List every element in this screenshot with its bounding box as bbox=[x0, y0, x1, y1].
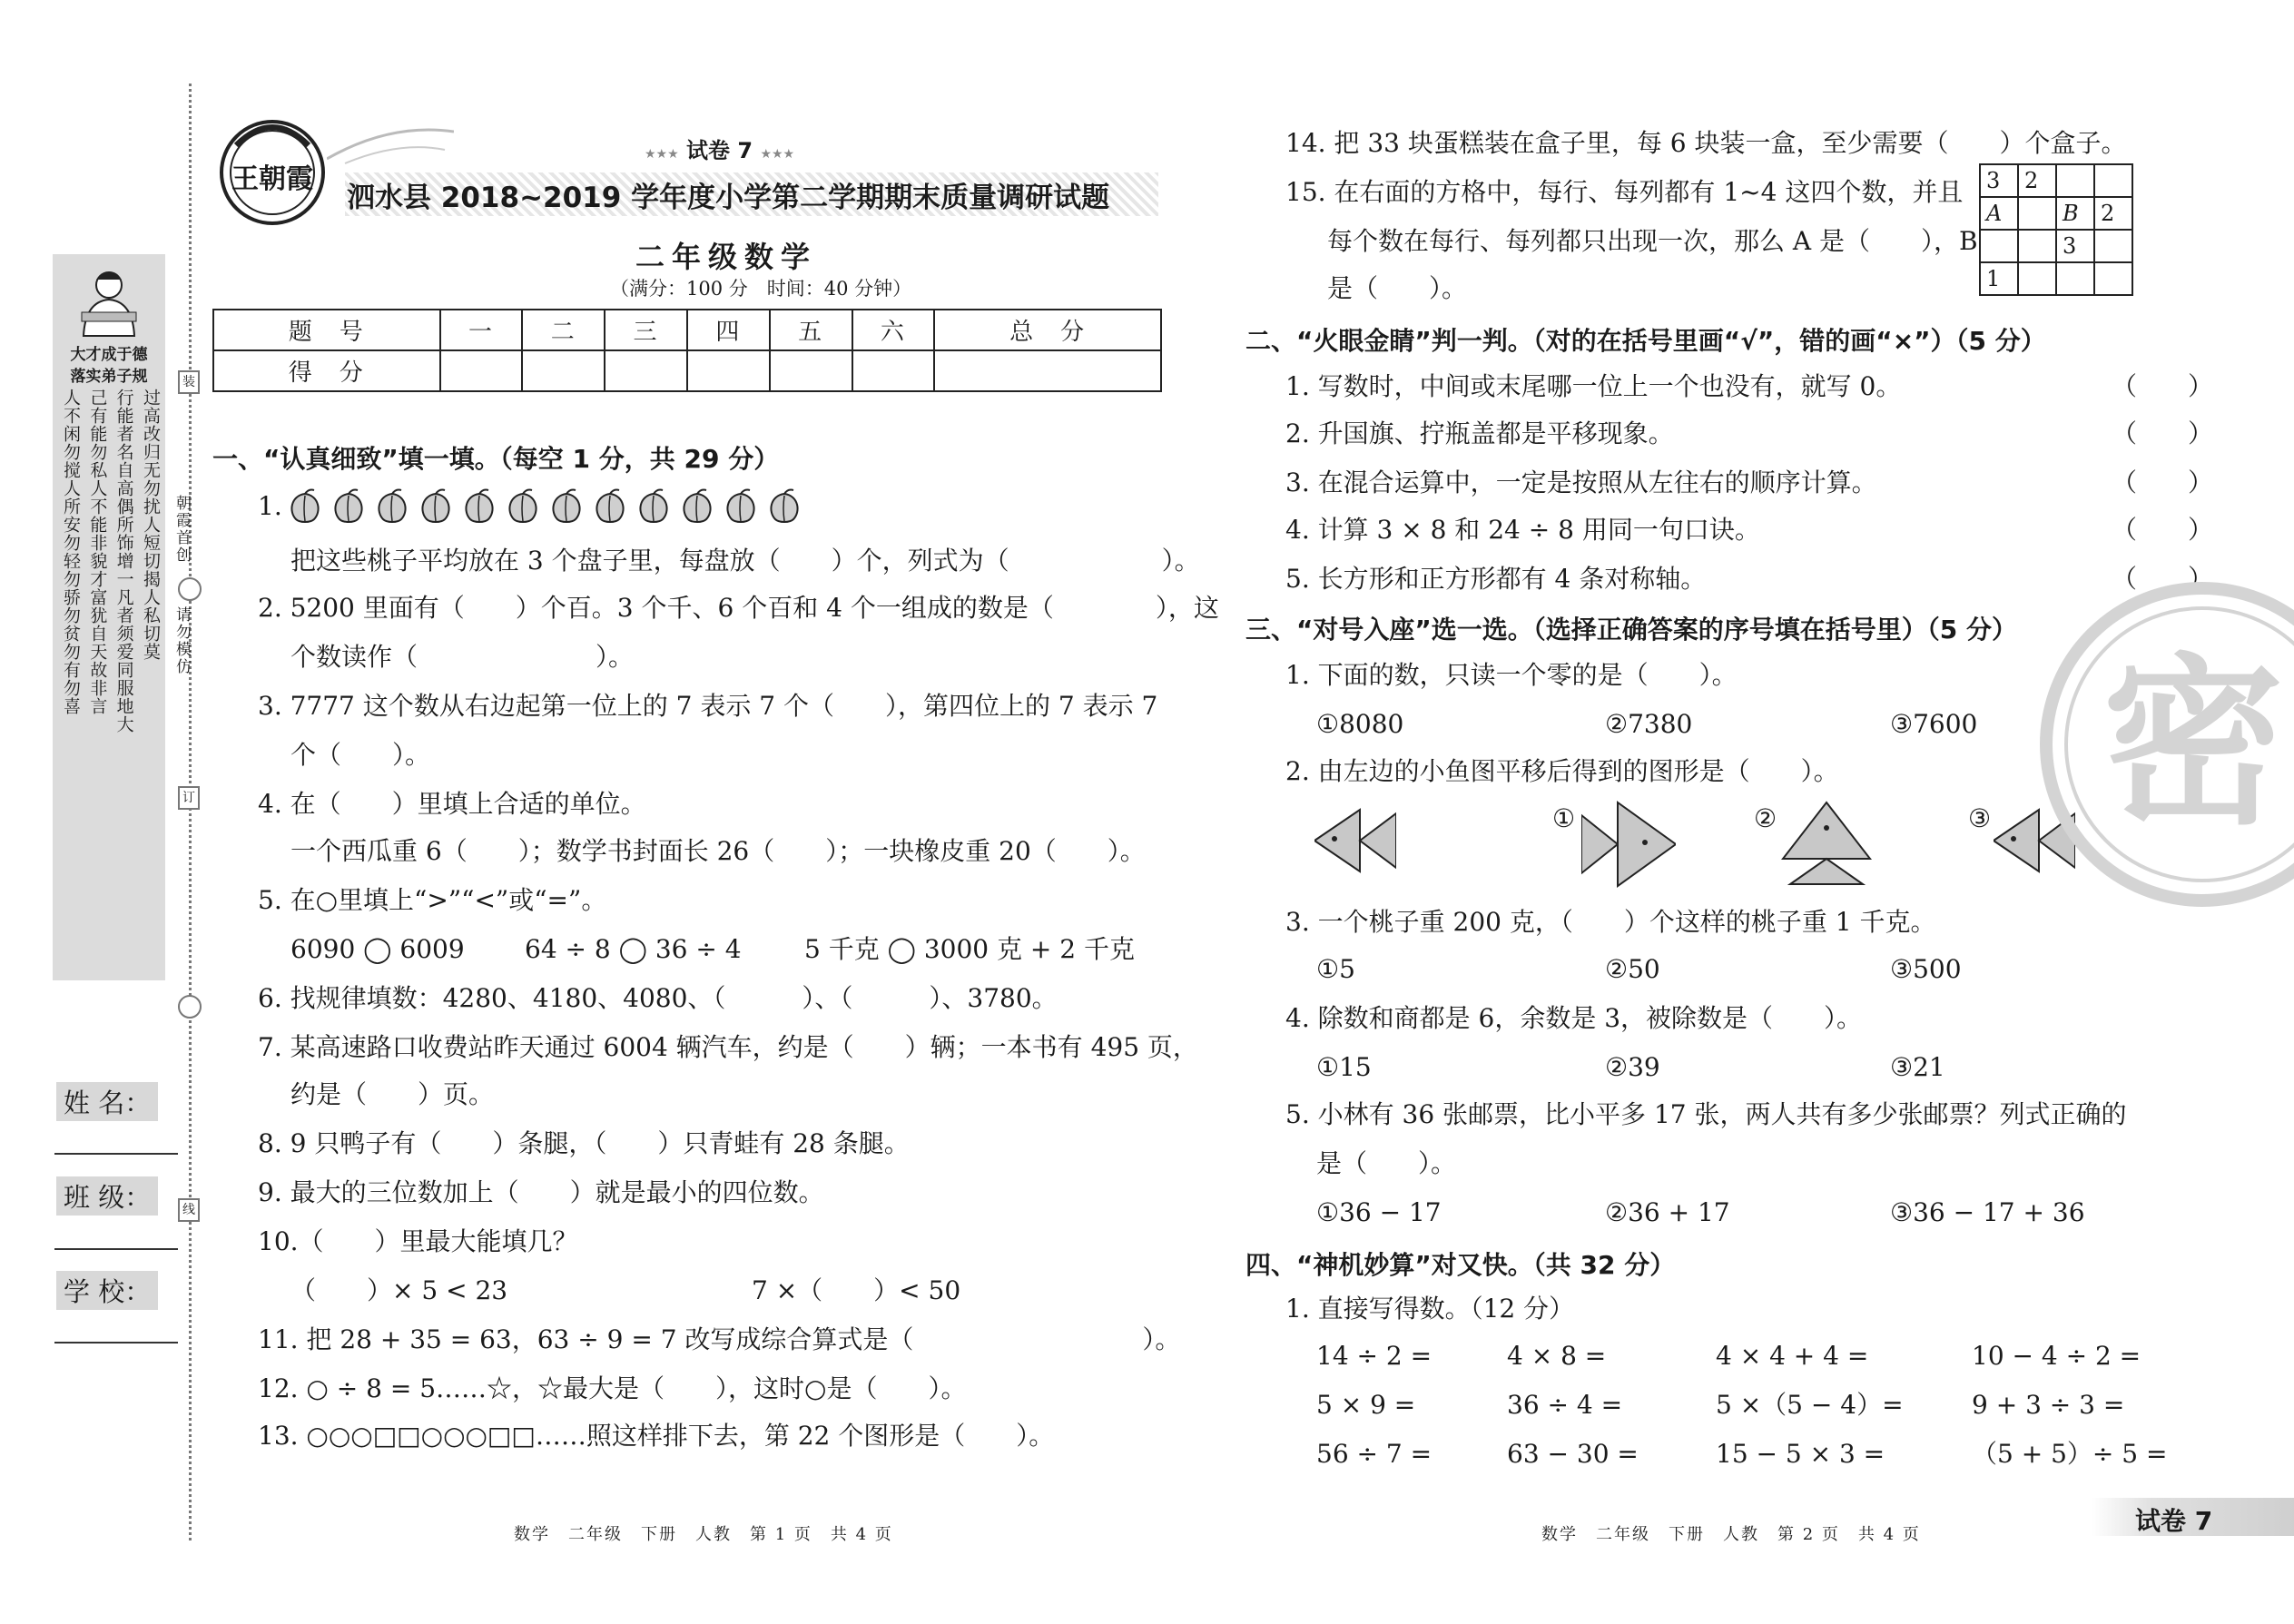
calc-problem: 56 ÷ 7 = bbox=[1316, 1439, 1433, 1469]
grid-cell: 3 bbox=[1980, 164, 2018, 197]
score-cell[interactable] bbox=[605, 350, 687, 391]
stamp-char: 密 bbox=[2102, 638, 2284, 850]
question-7-line-2: 约是（ ）页。 bbox=[290, 1079, 495, 1109]
grid-cell: 2 bbox=[2094, 197, 2132, 230]
grid-cell: 3 bbox=[2056, 230, 2094, 262]
peach-icon bbox=[766, 487, 802, 527]
judge-1: 1. 写数时，中间或末尾哪一位上一个也没有，就写 0。 bbox=[1285, 371, 1902, 401]
peaches-row bbox=[287, 487, 832, 530]
name-label: 姓 名： bbox=[56, 1082, 158, 1121]
question-14: 14. 把 33 块蛋糕装在盒子里，每 6 块装一盒，至少需要（ ）个盒子。 bbox=[1285, 128, 2127, 158]
ribbon-decoration bbox=[327, 123, 454, 168]
choice-5-option: ③36 − 17 + 36 bbox=[1890, 1197, 2085, 1227]
choice-4-option: ③21 bbox=[1890, 1052, 1945, 1082]
choice-3-option: ①5 bbox=[1316, 954, 1355, 984]
sidebar-rule-column: 己有能勿私人不能非貌才富犹自天故非言 bbox=[87, 389, 108, 715]
seal-note-2: 请勿模仿 bbox=[172, 606, 191, 675]
question-1-number: 1. bbox=[258, 491, 282, 521]
fish-option-1-label: ① bbox=[1552, 803, 1576, 833]
exam-title: 泗水县 2018~2019 学年度小学第二学期期末质量调研试题 bbox=[347, 182, 1110, 214]
binding-tag: 装 bbox=[178, 370, 200, 394]
grid-cell bbox=[2094, 230, 2132, 262]
choice-1-option: ①8080 bbox=[1316, 709, 1404, 739]
brand-logo bbox=[218, 118, 327, 227]
choice-3: 3. 一个桃子重 200 克，（ ）个这样的桃子重 1 千克。 bbox=[1285, 907, 1936, 937]
question-10-line-1: 10.（ ）里最大能填几？ bbox=[258, 1226, 578, 1256]
peach-icon bbox=[548, 487, 585, 527]
peach-icon bbox=[635, 487, 672, 527]
judge-5: 5. 长方形和正方形都有 4 条对称轴。 bbox=[1285, 564, 1707, 594]
sage-figure-icon bbox=[73, 265, 145, 338]
question-12: 12. ○ ÷ 8 = 5……☆，☆最大是（ ），这时○是（ ）。 bbox=[258, 1373, 967, 1403]
peach-icon bbox=[374, 487, 410, 527]
judge-3: 3. 在混合运算中，一定是按照从左往右的顺序计算。 bbox=[1285, 468, 1877, 497]
question-10-expr-1: （ ）× 5 < 23 bbox=[290, 1275, 508, 1305]
latin-square-grid bbox=[1979, 163, 2133, 296]
question-7-line-1: 7. 某高速路口收费站昨天通过 6004 辆汽车，约是（ ）辆；一本书有 495 页， bbox=[258, 1032, 1198, 1062]
calc-problem: 5 ×（5 − 4）= bbox=[1716, 1390, 1904, 1420]
grid-cell bbox=[2056, 164, 2094, 197]
score-header-cell: 题 号 bbox=[213, 310, 440, 350]
class-field[interactable] bbox=[54, 1248, 178, 1250]
calc-problem: 9 + 3 ÷ 3 = bbox=[1972, 1390, 2125, 1420]
calc-intro: 1. 直接写得数。（12 分） bbox=[1285, 1294, 1575, 1324]
question-15-line-1: 15. 在右面的方格中，每行、每列都有 1~4 这四个数，并且 bbox=[1285, 177, 1964, 207]
choice-5-line-1: 5. 小林有 36 张邮票，比小平多 17 张，两人共有多少张邮票？列式正确的 bbox=[1285, 1099, 2127, 1129]
class-label: 班 级： bbox=[56, 1176, 158, 1216]
choice-1: 1. 下面的数，只读一个零的是（ ）。 bbox=[1285, 660, 1738, 690]
name-field[interactable] bbox=[54, 1153, 178, 1155]
calc-problem: 4 × 4 + 4 = bbox=[1716, 1341, 1869, 1371]
grid-cell: 1 bbox=[1980, 262, 2018, 295]
choice-1-option: ③7600 bbox=[1890, 709, 1978, 739]
choice-3-option: ③500 bbox=[1890, 954, 1962, 984]
judge-2-answer[interactable]: （ ） bbox=[2112, 418, 2214, 448]
exam-subject: 二年级数学 bbox=[635, 240, 818, 274]
choice-3-option: ②50 bbox=[1605, 954, 1660, 984]
school-field[interactable] bbox=[54, 1342, 178, 1343]
confidential-stamp bbox=[2030, 581, 2294, 908]
question-4-line-2: 一个西瓜重 6（ ）；数学书封面长 26（ ）；一块橡皮重 20（ ）。 bbox=[290, 836, 1146, 866]
score-cell[interactable] bbox=[522, 350, 605, 391]
fish-option-3-label: ③ bbox=[1968, 803, 1992, 833]
star-icon: ★★★ bbox=[645, 147, 679, 162]
score-header-cell: 五 bbox=[770, 310, 852, 350]
question-1-text: 把这些桃子平均放在 3 个盘子里，每盘放（ ）个，列式为（ ）。 bbox=[290, 546, 1200, 576]
question-2-line-2: 个数读作（ ）。 bbox=[290, 642, 635, 672]
question-15-line-3: 是（ ）。 bbox=[1327, 273, 1468, 303]
grid-cell bbox=[2056, 262, 2094, 295]
binding-ring bbox=[178, 577, 202, 601]
calc-problem: （5 + 5）÷ 5 = bbox=[1972, 1439, 2168, 1469]
grid-cell bbox=[2094, 164, 2132, 197]
question-6: 6. 找规律填数：4280、4180、4080、（ ）、（ ）、3780。 bbox=[258, 983, 1058, 1013]
question-3-line-1: 3. 7777 这个数从右边起第一位上的 7 表示 7 个（ ），第四位上的 7 表示 7 bbox=[258, 691, 1158, 721]
star-icon: ★★★ bbox=[760, 147, 795, 162]
judge-4: 4. 计算 3 × 8 和 24 ÷ 8 用同一句口诀。 bbox=[1285, 515, 1760, 545]
peach-icon bbox=[418, 487, 454, 527]
score-table bbox=[212, 309, 1162, 392]
score-cell[interactable] bbox=[934, 350, 1161, 391]
footer-left: 数学 二年级 下册 人教 第 1 页 共 4 页 bbox=[514, 1525, 893, 1544]
peach-icon bbox=[287, 487, 323, 527]
grid-cell: 2 bbox=[2018, 164, 2056, 197]
calc-problem: 14 ÷ 2 = bbox=[1316, 1341, 1433, 1371]
grid-cell bbox=[2018, 197, 2056, 230]
choice-5-option: ②36 + 17 bbox=[1605, 1197, 1730, 1227]
score-header-cell: 六 bbox=[852, 310, 935, 350]
question-9: 9. 最大的三位数加上（ ）就是最小的四位数。 bbox=[258, 1177, 824, 1207]
grid-cell bbox=[1980, 230, 2018, 262]
judge-5-answer[interactable]: （ ） bbox=[2112, 564, 2214, 594]
choice-1-option: ②7380 bbox=[1605, 709, 1693, 739]
peach-icon bbox=[461, 487, 497, 527]
question-5-compare-1: 6090 ◯ 6009 bbox=[290, 934, 465, 964]
sidebar-slogan-2: 落实弟子规 bbox=[70, 368, 148, 386]
score-cell[interactable] bbox=[687, 350, 770, 391]
sidebar-rule-column: 行能者名自高偶所饰增一凡者须爱同服地大 bbox=[113, 389, 134, 733]
calc-problem: 10 − 4 ÷ 2 = bbox=[1972, 1341, 2141, 1371]
question-5-line-1: 5. 在○里填上“>”“<”或“=”。 bbox=[258, 885, 607, 915]
score-row-label: 得 分 bbox=[213, 350, 440, 391]
footer-badge-text: 试卷 7 bbox=[2135, 1506, 2213, 1536]
calc-problem: 36 ÷ 4 = bbox=[1507, 1390, 1623, 1420]
paper-badge-text: 试卷 7 bbox=[686, 138, 753, 163]
binding-tag: 线 bbox=[178, 1198, 200, 1222]
score-cell[interactable] bbox=[770, 350, 852, 391]
exam-meta: （满分：100 分 时间：40 分钟） bbox=[610, 278, 912, 300]
score-cell[interactable] bbox=[440, 350, 523, 391]
peach-icon bbox=[330, 487, 367, 527]
question-13: 13. ○○○□□○○○□□……照这样排下去，第 22 个图形是（ ）。 bbox=[258, 1421, 1055, 1451]
footer-right: 数学 二年级 下册 人教 第 2 页 共 4 页 bbox=[1541, 1525, 1921, 1544]
section-1-title: 一、“认真细致”填一填。（每空 1 分，共 29 分） bbox=[212, 444, 780, 474]
fish-option-1-icon[interactable] bbox=[1581, 801, 1676, 891]
calc-problem: 15 − 5 × 3 = bbox=[1716, 1439, 1885, 1469]
calc-problem: 63 − 30 = bbox=[1507, 1439, 1639, 1469]
section-2-title: 二、“火眼金睛”判一判。（对的在括号里画“√”，错的画“×”）（5 分） bbox=[1245, 326, 2046, 356]
fish-option-2-icon[interactable] bbox=[1781, 801, 1872, 890]
judge-3-answer[interactable]: （ ） bbox=[2112, 468, 2214, 497]
seal-note-1: 朝霞首创 bbox=[172, 495, 191, 564]
choice-4: 4. 除数和商都是 6，余数是 3，被除数是（ ）。 bbox=[1285, 1003, 1863, 1033]
section-4-title: 四、“神机妙算”对又快。（共 32 分） bbox=[1245, 1250, 1676, 1280]
choice-2: 2. 由左边的小鱼图平移后得到的图形是（ ）。 bbox=[1285, 756, 1839, 786]
peach-icon bbox=[679, 487, 715, 527]
fish-original-icon bbox=[1314, 806, 1396, 879]
question-11: 11. 把 28 + 35 = 63，63 ÷ 9 = 7 改写成综合算式是（ ）。 bbox=[258, 1324, 1181, 1354]
question-15-line-2: 每个数在每行、每列都只出现一次，那么 A 是（ ），B bbox=[1327, 226, 1978, 256]
score-header-cell: 四 bbox=[687, 310, 770, 350]
judge-4-answer[interactable]: （ ） bbox=[2112, 515, 2214, 545]
score-header-cell: 三 bbox=[605, 310, 687, 350]
peach-icon bbox=[723, 487, 759, 527]
grid-cell bbox=[2018, 262, 2056, 295]
peach-icon bbox=[592, 487, 628, 527]
question-5-compare-2: 64 ÷ 8 ◯ 36 ÷ 4 bbox=[525, 934, 742, 964]
school-label: 学 校： bbox=[56, 1271, 158, 1310]
sidebar-rule-column: 过高改归无勿扰人短切揭人私切莫 bbox=[140, 389, 161, 661]
fish-option-2-label: ② bbox=[1754, 803, 1777, 833]
grid-cell bbox=[2094, 262, 2132, 295]
score-header-cell: 一 bbox=[440, 310, 523, 350]
calc-problem: 4 × 8 = bbox=[1507, 1341, 1607, 1371]
choice-4-option: ②39 bbox=[1605, 1052, 1660, 1082]
judge-1-answer[interactable]: （ ） bbox=[2112, 371, 2214, 401]
choice-4-option: ①15 bbox=[1316, 1052, 1372, 1082]
grid-cell: A bbox=[1980, 197, 2018, 230]
section-3-title: 三、“对号入座”选一选。（选择正确答案的序号填在括号里）（5 分） bbox=[1245, 615, 2018, 645]
question-5-compare-3: 5 千克 ◯ 3000 克 + 2 千克 bbox=[804, 934, 1135, 964]
logo-text: 王朝霞 bbox=[231, 163, 313, 195]
choice-5-option: ①36 − 17 bbox=[1316, 1197, 1442, 1227]
question-3-line-2: 个（ ）。 bbox=[290, 740, 431, 770]
question-8: 8. 9 只鸭子有（ ）条腿，（ ）只青蛙有 28 条腿。 bbox=[258, 1128, 910, 1158]
peach-icon bbox=[505, 487, 541, 527]
sidebar-rule-column: 人不闲勿搅人所安勿轻勿骄勿贫勿有勿喜 bbox=[61, 389, 81, 715]
score-cell[interactable] bbox=[852, 350, 935, 391]
grid-cell bbox=[2018, 230, 2056, 262]
score-header-cell: 总 分 bbox=[934, 310, 1161, 350]
binding-ring bbox=[178, 995, 202, 1019]
sidebar-rules bbox=[60, 389, 162, 969]
question-10-expr-2: 7 ×（ ）< 50 bbox=[752, 1275, 961, 1305]
question-2-line-1: 2. 5200 里面有（ ）个百。3 个千、6 个百和 4 个一组成的数是（ ），这 bbox=[258, 593, 1219, 623]
paper-badge bbox=[645, 133, 794, 164]
grid-cell: B bbox=[2056, 197, 2094, 230]
score-header-cell: 二 bbox=[522, 310, 605, 350]
calc-problem: 5 × 9 = bbox=[1316, 1390, 1416, 1420]
binding-dashed-line bbox=[189, 84, 192, 1540]
binding-tag: 订 bbox=[178, 786, 200, 810]
sidebar-slogan-1: 大才成于德 bbox=[70, 346, 148, 364]
judge-2: 2. 升国旗、拧瓶盖都是平移现象。 bbox=[1285, 418, 1674, 448]
choice-5-line-2: 是（ ）。 bbox=[1316, 1148, 1457, 1178]
question-4-line-1: 4. 在（ ）里填上合适的单位。 bbox=[258, 789, 646, 819]
